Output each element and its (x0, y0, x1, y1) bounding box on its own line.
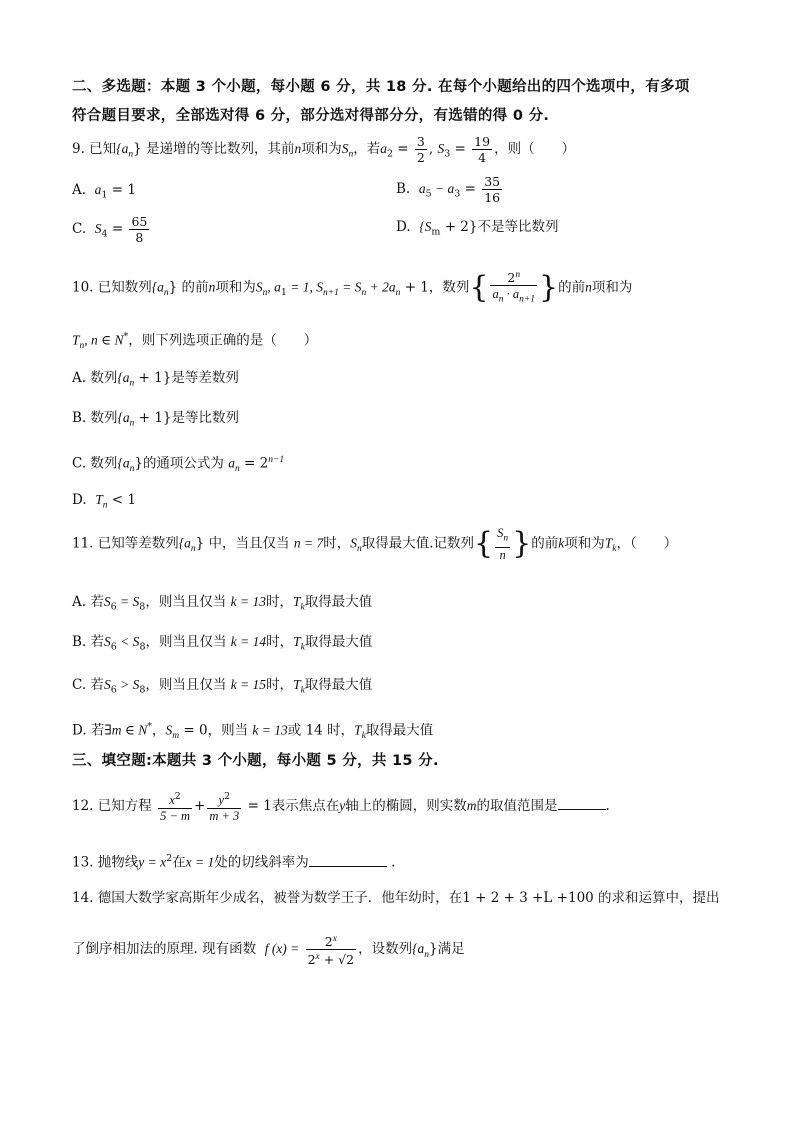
question-9-stem: 9. 已知$\{a_n\}$ 是递增的等比数列，其前n项和为$S_n$，若$a_2$ = $\frac{3}{2}$ , $S_3$ = $\frac{19}{4}$ ，则（ ） (72, 134, 576, 165)
q9-option-d (396, 217, 558, 243)
q11-option-c-text: 时， (266, 677, 294, 693)
q11-option-b (72, 632, 372, 658)
q10-option-a-text: 是等差数列 (171, 370, 239, 386)
q11-numerator-subscript: n (503, 533, 509, 544)
q10-numerator-base: 2 (507, 270, 516, 286)
q11-option-a-subscript: k (300, 602, 305, 613)
q14-denominator-sqrt: + √2 (319, 952, 355, 968)
q10-option-c-exponent: n−1 (268, 455, 285, 465)
q10-fraction-numerator (490, 268, 537, 286)
q11-option-c-T: T (293, 677, 301, 692)
q10-condition: S (255, 279, 263, 295)
q9-s3-fraction (472, 134, 492, 165)
q13-curve-exponent: 2 (166, 853, 173, 864)
q10-text: 的前 (558, 279, 586, 296)
q10-denominator-a: · a (503, 287, 520, 302)
q11-option-d-subscript: k (361, 731, 366, 742)
q12-fraction-x-numerator (158, 789, 192, 809)
q12-plus: + (194, 798, 206, 815)
q11-option-d-sup: * (147, 721, 153, 732)
q10-option-a-expr: {a (117, 370, 130, 385)
q12-y: y (218, 793, 225, 808)
q9-option-c-fraction (129, 214, 149, 245)
q10-text: } 的前 (168, 279, 209, 296)
question-14-line2 (72, 932, 465, 967)
q11-fraction (495, 525, 510, 563)
q9-option-c-numerator: 65 (131, 214, 148, 229)
q11-option-d-expr: ∃m ∈ N (104, 722, 148, 738)
q9-option-b-subscript: 3 (454, 188, 461, 200)
q11-option-d-zero: = 0 (179, 722, 208, 739)
q11-option-c-subscript: k (300, 685, 305, 696)
q11-option-b-text: 时， (266, 634, 294, 650)
q9-option-b-denominator: 16 (484, 190, 501, 205)
q9-sequence-subscript: n (128, 149, 134, 160)
q9-text: ，若 (353, 141, 381, 157)
q9-option-a-value: = 1 (107, 182, 136, 198)
q11-option-c-expr: > S (116, 677, 140, 692)
q12-axis: y (339, 798, 346, 814)
q10-T: T (72, 332, 80, 348)
question-11-stem (72, 525, 677, 563)
q12-fraction-y (207, 789, 241, 824)
q10-left-brace: { (469, 269, 489, 305)
q11-text: 的前 (531, 535, 559, 552)
q11-option-c-k: k = 15 (230, 677, 267, 692)
q11-option-a-T: T (292, 594, 301, 609)
q11-numerator-S: S (497, 526, 504, 540)
q10-option-c-text: 的通项公式为 (142, 455, 224, 472)
q11-option-b-expr: S (104, 634, 111, 649)
q9-number: 9. 已知 (72, 141, 117, 157)
q11-option-d-T: T (354, 722, 362, 738)
q12-x-exponent: 2 (174, 791, 181, 802)
q11-text: 项和为 (564, 535, 605, 552)
q13-text: 处的切线斜率为 (214, 854, 309, 871)
q11-option-a-k: k = 13 (230, 594, 266, 609)
q11-left-brace: { (474, 525, 494, 561)
q14-sequence-subscript: n (424, 949, 429, 960)
q10-subscript: n+1 (322, 288, 339, 299)
q10-T-subscript: n (79, 341, 85, 352)
q12-x: x (169, 793, 175, 808)
q9-n: n (294, 141, 302, 156)
q9-option-c: C. $S_4$ = $\frac{65}{8}$ (72, 214, 148, 245)
q11-option-d-S: S (165, 722, 173, 738)
q13-curve: y = x (138, 854, 167, 870)
q10-subscript: n (361, 288, 367, 299)
q9-option-a-label: A. (72, 182, 87, 198)
q11-option-b-subscript: 8 (139, 641, 146, 653)
q10-text: 项和为 (215, 279, 256, 296)
q14-numerator-exponent: x (332, 934, 337, 944)
q10-option-b-text: 是等比数列 (171, 410, 239, 426)
q9-sum-subscript: n (348, 149, 354, 160)
q9-option-a-subscript: 1 (101, 189, 108, 201)
q10-condition: = 1, S (286, 279, 323, 295)
q11-option-b-text: ，则当且仅当 (145, 634, 227, 650)
q10-condition: , a (267, 279, 281, 295)
q11-fraction-numerator (495, 525, 510, 548)
q9-option-b-minus: − a (431, 181, 455, 196)
q10-sequence-subscript: n (163, 288, 169, 299)
q9-s3: S (437, 141, 445, 156)
q11-option-a-expr: S (103, 594, 111, 609)
q9-a2: a (380, 141, 387, 156)
q10-option-c-expr: {a (117, 455, 130, 471)
q11-option-c-text: 取得最大值 (304, 677, 373, 693)
q9-a2-denominator: 2 (416, 150, 425, 165)
q11-option-b-text: 取得最大值 (304, 634, 373, 650)
q10-option-d-subscript: n (102, 500, 108, 511)
q14-text: 了倒序相加法的原理. 现有函数 (72, 941, 257, 958)
q10-option-a-expr: + 1} (134, 370, 172, 386)
q10-denominator-a: a (492, 287, 499, 302)
q14-sequence: {a (412, 941, 425, 957)
q10-denominator-subscript: n (498, 294, 504, 305)
q10-option-c (72, 450, 284, 479)
q11-option-c-expr: S (103, 677, 111, 692)
q11-sequence: {a (178, 535, 191, 551)
question-10-line2 (72, 327, 317, 356)
question-10-stem (72, 268, 632, 308)
q11-option-d-text: 取得最大值 (365, 722, 434, 739)
q9-option-b-label: B. (396, 181, 411, 197)
q9-option-c-expr: S (94, 221, 102, 236)
q10-n: n (585, 279, 592, 295)
q11-tail: ，（ ） (616, 535, 678, 552)
q12-end: . (605, 798, 610, 815)
q11-option-c-text: ，则当且仅当 (145, 677, 227, 693)
q10-domain: , n ∈ N (84, 332, 124, 348)
q10-option-a (72, 368, 239, 394)
q10-right-brace: } (539, 269, 559, 305)
question-14-line1: 14. 德国大数学家高斯年少成名，被誉为数学王子．他年幼时，在1 + 2 + 3 +L +100 的求和运算中，提出 (72, 890, 720, 906)
q11-option-a-subscript: 6 (110, 601, 117, 613)
q9-option-b-fraction (482, 174, 502, 205)
q14-sequence: } (429, 941, 438, 958)
q10-option-a-subscript: n (129, 378, 135, 389)
q10-option-b-subscript: n (129, 418, 135, 429)
q12-prefix: 12. 已知方程 (72, 798, 152, 815)
q9-option-b-numerator: 35 (484, 174, 501, 189)
q11-k: k (558, 535, 565, 551)
q10-option-d (72, 490, 136, 516)
q14-fraction-numerator (306, 932, 357, 950)
q9-s3-denominator: 4 (478, 150, 487, 165)
section2-heading-line1: 二、多选题：本题 3 个小题，每小题 6 分，共 18 分. 在每个小题给出的四个选项中，有多项 (72, 79, 690, 95)
q11-text: } 中，当且仅当 (195, 535, 290, 552)
q11-option-a-text: ，则当且仅当 (145, 594, 227, 610)
q11-option-c-subscript: 6 (110, 684, 117, 696)
q11-option-b-label: B. 若 (72, 634, 105, 650)
q11-option-a-expr: = S (116, 594, 140, 609)
q10-fraction (490, 268, 537, 308)
q10-option-b-label: B. 数列 (72, 410, 118, 426)
q10-option-d-rest: < 1 (107, 492, 136, 508)
q9-sequence: {a (116, 141, 129, 156)
q9-text: 项和为 (301, 141, 342, 157)
q11-option-d-text: ，则当 (207, 722, 249, 739)
q10-condition: + 2a (366, 279, 396, 295)
q10-option-b (72, 408, 239, 434)
q11-option-d (72, 717, 433, 746)
q11-condition: n = 7 (293, 535, 324, 551)
q10-option-c-expr: } (134, 455, 143, 472)
q9-text: } 是递增的等比数列，其前 (133, 141, 295, 157)
q14-text: 满足 (437, 941, 465, 958)
q10-prefix: 10. 已知数列 (72, 279, 152, 296)
q11-option-a-text: 时， (265, 594, 293, 610)
q12-text: 表示焦点在 (271, 798, 340, 815)
q10-condition: = S (338, 279, 362, 295)
q14-text: ，设数列 (358, 941, 413, 958)
q9-option-b-expr: a (418, 181, 426, 196)
q11-option-d-k: k = 13 (252, 722, 288, 738)
q10-prompt: ，则下列选项正确的是（ ） (128, 332, 318, 349)
q9-s3-numerator: 19 (474, 134, 491, 149)
q11-T-subscript: k (612, 543, 617, 554)
q11-right-brace: } (512, 525, 532, 561)
q10-n: n (208, 279, 216, 295)
q9-option-c-subscript: 4 (101, 228, 108, 240)
q11-S-subscript: n (356, 543, 362, 554)
q10-option-a-label: A. 数列 (72, 370, 118, 386)
q11-text: 取得最大值.记数列 (361, 535, 475, 552)
q11-option-d-text: 或 14 时， (287, 722, 355, 739)
q10-text: 项和为 (591, 279, 633, 296)
q11-option-a-text: 取得最大值 (304, 594, 373, 610)
q11-S: S (350, 535, 357, 551)
q13-answer-blank[interactable] (309, 866, 387, 867)
q12-text: 的取值范围是 (476, 798, 558, 815)
q11-prefix: 11. 已知等差数列 (72, 535, 179, 552)
q10-condition: + 1，数列 (400, 279, 470, 296)
q11-option-c (72, 675, 372, 701)
q9-option-c-label: C. (72, 221, 87, 237)
q11-option-c-label: C. 若 (72, 677, 104, 693)
q9-option-b: B. $a_5 - a_3$ = $\frac{35}{16}$ (396, 174, 501, 205)
q9-option-d-subscript: m (431, 226, 441, 238)
q11-option-a (72, 592, 372, 618)
q14-numerator-base: 2 (324, 934, 333, 950)
q12-fraction-y-numerator (207, 789, 241, 809)
q11-option-b-subscript: k (300, 642, 305, 653)
q9-sum: S (341, 141, 349, 156)
q14-denominator-base: 2 (307, 952, 316, 968)
q9-a2-fraction (415, 134, 427, 165)
q12-fraction-y-denominator: m + 3 (209, 809, 240, 824)
q10-option-c-formula: a (228, 455, 235, 471)
q10-subscript: n (262, 288, 268, 299)
q12-fraction-x-denominator: 5 − m (160, 809, 191, 824)
q12-y-exponent: 2 (224, 791, 231, 802)
q10-subscript: 1 (280, 287, 287, 299)
q12-m: m (466, 798, 477, 814)
q11-option-b-k: k = 14 (230, 634, 267, 649)
q10-numerator-exponent: n (515, 270, 521, 280)
q9-option-a-expr: a (94, 182, 102, 197)
q12-equals: = 1 (243, 798, 272, 815)
q10-option-c-formula: = 2 (239, 455, 269, 472)
q11-option-d-label: D. 若 (72, 722, 105, 739)
q11-sequence-subscript: n (190, 543, 196, 554)
q13-prefix: 13. 抛物线 (72, 854, 139, 871)
q14-fraction (306, 932, 357, 967)
q9-option-d-plus: + 2} (440, 219, 478, 235)
q9-option-d-text: 不是等比数列 (477, 219, 559, 235)
q9-option-a (72, 180, 136, 206)
section3-heading: 三、填空题:本题共 3 个小题，每小题 5 分，共 15 分. (72, 753, 439, 769)
question-13 (72, 849, 395, 873)
q10-option-d-T: T (95, 492, 103, 507)
q11-option-a-label: A. 若 (72, 594, 104, 610)
q9-a2-subscript: 2 (386, 148, 394, 160)
q13-text: 在 (172, 854, 186, 871)
q10-denominator-subscript: n+1 (519, 294, 536, 305)
q10-option-b-expr: + 1} (134, 410, 172, 426)
q14-function: f (x) = (264, 941, 300, 957)
q11-option-b-T: T (293, 634, 301, 649)
q11-option-c-subscript: 8 (139, 684, 146, 696)
q10-option-c-subscript: n (129, 464, 135, 475)
q9-option-c-denominator: 8 (135, 230, 144, 245)
q11-option-b-expr: < S (116, 634, 140, 649)
q9-option-b-subscript: 5 (425, 188, 432, 200)
q14-denominator-exponent: x (315, 952, 320, 963)
q10-subscript: n (395, 288, 401, 299)
q12-answer-blank[interactable] (558, 809, 606, 810)
q11-option-d-subscript: m (172, 731, 180, 742)
q11-option-d-comma: ， (152, 722, 166, 739)
q9-option-d-expr: {S (419, 219, 432, 234)
q11-option-a-subscript: 8 (139, 601, 146, 613)
q10-option-b-expr: {a (117, 410, 130, 425)
q9-option-d-label: D. (396, 219, 411, 235)
section2-heading-line2: 符合题目要求，全部选对得 6 分，部分选对得部分分，有选错的得 0 分. (72, 108, 550, 124)
q10-option-d-label: D. (72, 492, 87, 508)
q9-tail: ，则（ ） (494, 141, 576, 157)
q10-sequence: {a (151, 279, 164, 295)
question-12 (72, 789, 610, 824)
q11-fraction-denominator: n (499, 547, 506, 562)
q11-T: T (604, 535, 613, 551)
q11-text: 时， (323, 535, 351, 552)
q10-option-c-label: C. 数列 (72, 455, 118, 472)
q13-point: x = 1 (185, 854, 215, 870)
q14-fraction-denominator (306, 950, 357, 967)
q9-s3-subscript: 3 (444, 148, 451, 160)
q12-text: 轴上的椭圆，则实数 (345, 798, 467, 815)
q13-end: . (391, 854, 396, 871)
q12-fraction-x (158, 789, 192, 824)
q11-option-b-subscript: 6 (110, 641, 117, 653)
q10-fraction-denominator (490, 286, 537, 308)
q10-domain-sup: * (123, 331, 129, 342)
q10-option-c-subscript: n (234, 464, 240, 475)
q9-a2-numerator: 3 (416, 134, 425, 149)
